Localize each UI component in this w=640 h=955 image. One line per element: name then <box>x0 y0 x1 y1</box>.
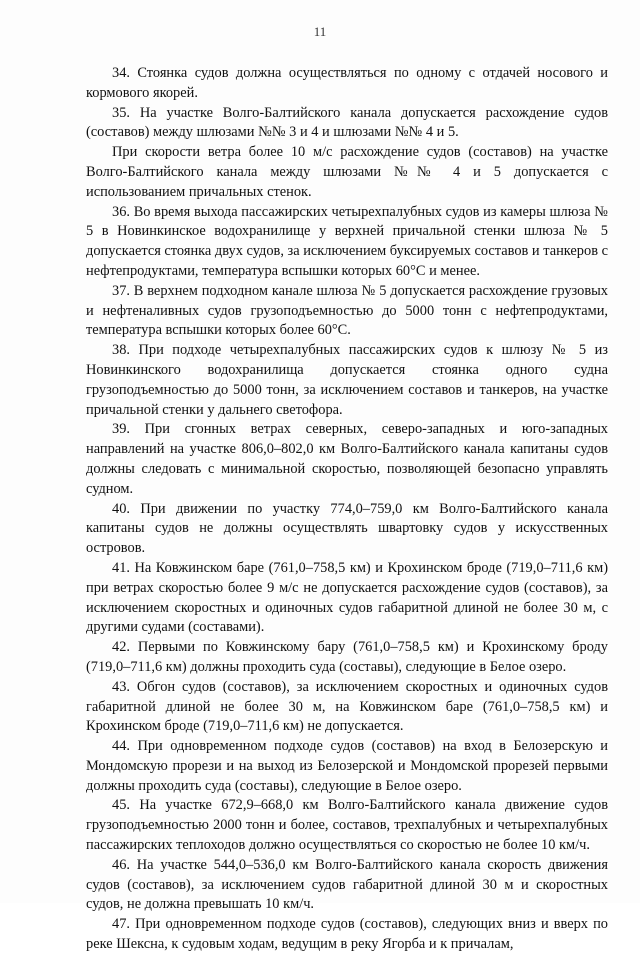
paragraph-41: 41. На Ковжинском баре (761,0–758,5 км) и Крохинском броде (719,0–711,6 км) при ветрах скоростью более 9 м/с не допускается расхождение судов (составов), за исключением скоростных и одиночных судов габаритной длиной не более 30 м, с другими судами (составами). <box>86 559 608 636</box>
paragraph-35: 35. На участке Волго-Балтийского канала допускается расхождение судов (составов) между шлюзами №№ 3 и 4 и шлюзами №№ 4 и 5. <box>86 104 608 141</box>
paragraph-38: 38. При подходе четырехпалубных пассажирских судов к шлюзу № 5 из Новинкинского водохранилища допускается стоянка одного судна грузоподъемностью до 5000 тонн, за исключением составов и танкеров, на участке причальной стенки у дальнего светофора. <box>86 342 608 418</box>
paragraph-34: 34. Стоянка судов должна осуществляться по одному с отдачей носового и кормового якорей. <box>86 65 608 101</box>
paragraph-35-wind: При скорости ветра более 10 м/с расхождение судов (составов) на участке Волго-Балтийского канала между шлюзами №№ 4 и 5 допускается с использованием причальных стенок. <box>86 144 608 200</box>
paragraph-37: 37. В верхнем подходном канале шлюза № 5 допускается расхождение грузовых и нефтеналивных судов грузоподъемностью до 5000 тонн с нефтепродуктами, температура вспышки которых более 60°С. <box>86 282 608 339</box>
paragraph-39: 39. При сгонных ветрах северных, северо-западных и юго-западных направлений на участке 806,0–802,0 км Волго-Балтийского канала капитаны судов должны следовать с минимальной скоростью, позволяющей безопасно управлять судном. <box>86 421 608 497</box>
paragraph-40: 40. При движении по участку 774,0–759,0 км Волго-Балтийского канала капитаны судов не должны осуществлять швартовку судов у искусственных островов. <box>86 500 608 557</box>
paragraph-44: 44. При одновременном подходе судов (составов) на вход в Белозерскую и Мондомскую прорези и на выход из Белозерской и Мондомской прорезей первыми должны проходить суда (составы), следующие в Белое озеро. <box>86 738 608 794</box>
document-body <box>86 64 608 955</box>
paragraph-43: 43. Обгон судов (составов), за исключением скоростных и одиночных судов габаритной длиной не более 30 м, на Ковжинском баре (761,0–758,5 км) и Крохинском броде (719,0–711,6 км) не допускается. <box>86 678 608 735</box>
page-number: 11 <box>313 24 327 39</box>
paragraph-36: 36. Во время выхода пассажирских четырехпалубных судов из камеры шлюза № 5 в Новинкинское водохранилище у верхней причальной стенки шлюза № 5 допускается стоянка двух судов, за исключением буксируемых составов и танкеров с нефтепродуктами, температура вспышки которых 60°С и менее. <box>86 203 608 279</box>
paragraph-45: 45. На участке 672,9–668,0 км Волго-Балтийского канала движение судов грузоподъемностью 2000 тонн и более, составов, трехпалубных и четырехпалубных пассажирских теплоходов должно осуществляться со скоростью не более 10 км/ч. <box>86 797 608 854</box>
paragraph-42: 42. Первыми по Ковжинскому бару (761,0–758,5 км) и Крохинскому броду (719,0–711,6 км) должны проходить суда (составы), следующие в Белое озеро. <box>86 639 608 675</box>
paragraph-47: 47. При одновременном подходе судов (составов), следующих вниз и вверх по реке Шексна, к судовым ходам, ведущим в реку Ягорба и к причалам, <box>86 916 608 953</box>
paragraph-46: 46. На участке 544,0–536,0 км Волго-Балтийского канала скорость движения судов (составов), за исключением судов габаритной длиной 30 м и скоростных судов, не должна превышать 10 км/ч. <box>86 856 608 913</box>
